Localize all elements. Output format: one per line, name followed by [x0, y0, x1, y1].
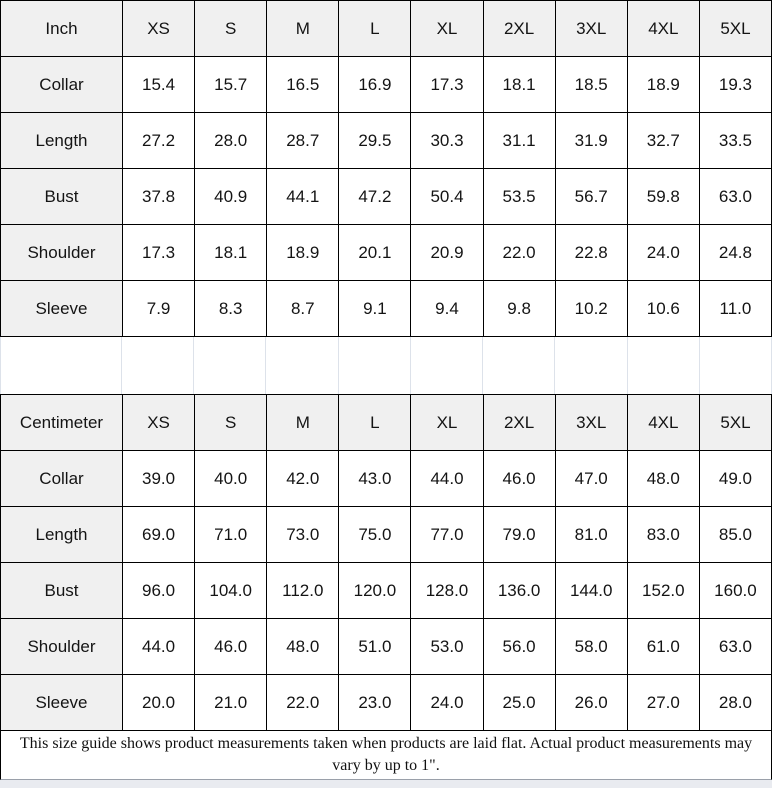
measurement-cell: 28.0 [195, 113, 267, 169]
measurement-cell: 56.0 [483, 619, 555, 675]
table-row [1, 281, 772, 337]
table-row [1, 507, 772, 563]
measurement-cell: 22.0 [483, 225, 555, 281]
row-label-cell: Length [1, 507, 123, 563]
size-table-inch [0, 0, 772, 337]
measurement-cell: 18.1 [195, 225, 267, 281]
measurement-cell: 24.0 [627, 225, 699, 281]
row-label-cell: Collar [1, 451, 123, 507]
measurement-cell: 43.0 [339, 451, 411, 507]
measurement-cell: 11.0 [699, 281, 771, 337]
measurement-cell: 48.0 [267, 619, 339, 675]
measurement-cell: 71.0 [195, 507, 267, 563]
unit-header-cell: Centimeter [1, 395, 123, 451]
measurement-cell: 27.2 [123, 113, 195, 169]
measurement-cell: 26.0 [555, 675, 627, 731]
size-header-cell: 4XL [627, 1, 699, 57]
measurement-cell: 63.0 [699, 169, 771, 225]
measurement-cell: 10.2 [555, 281, 627, 337]
measurement-cell: 81.0 [555, 507, 627, 563]
table-row [1, 169, 772, 225]
size-header-cell: 2XL [483, 1, 555, 57]
footer-note [0, 731, 772, 780]
size-table-centimeter [0, 394, 772, 731]
measurement-cell: 44.1 [267, 169, 339, 225]
measurement-cell: 18.5 [555, 57, 627, 113]
measurement-cell: 31.9 [555, 113, 627, 169]
measurement-cell: 44.0 [123, 619, 195, 675]
measurement-cell: 30.3 [411, 113, 483, 169]
size-header-cell: 4XL [627, 395, 699, 451]
table-row [1, 619, 772, 675]
measurement-cell: 25.0 [483, 675, 555, 731]
measurement-cell: 23.0 [339, 675, 411, 731]
footer-note-text: This size guide shows product measurements taken when products are laid flat. Actual product measurements may vary by up to 1". [19, 734, 753, 774]
size-header-cell: XS [123, 1, 195, 57]
measurement-cell: 33.5 [699, 113, 771, 169]
measurement-cell: 8.3 [195, 281, 267, 337]
measurement-cell: 18.9 [627, 57, 699, 113]
row-label-cell: Shoulder [1, 225, 123, 281]
measurement-cell: 58.0 [555, 619, 627, 675]
table-row [1, 675, 772, 731]
measurement-cell: 152.0 [627, 563, 699, 619]
size-header-cell: 5XL [699, 395, 771, 451]
table-gap-column [0, 337, 122, 394]
row-label-cell: Shoulder [1, 619, 123, 675]
measurement-cell: 29.5 [339, 113, 411, 169]
measurement-cell: 20.9 [411, 225, 483, 281]
measurement-cell: 128.0 [411, 563, 483, 619]
measurement-cell: 53.0 [411, 619, 483, 675]
row-label-cell: Bust [1, 169, 123, 225]
measurement-cell: 73.0 [267, 507, 339, 563]
size-header-cell: L [339, 1, 411, 57]
table-row [1, 225, 772, 281]
unit-header-cell: Inch [1, 1, 123, 57]
measurement-cell: 47.2 [339, 169, 411, 225]
measurement-cell: 160.0 [699, 563, 771, 619]
measurement-cell: 96.0 [123, 563, 195, 619]
measurement-cell: 69.0 [123, 507, 195, 563]
measurement-cell: 27.0 [627, 675, 699, 731]
measurement-cell: 46.0 [195, 619, 267, 675]
measurement-cell: 39.0 [123, 451, 195, 507]
measurement-cell: 44.0 [411, 451, 483, 507]
measurement-cell: 79.0 [483, 507, 555, 563]
size-header-cell: S [195, 1, 267, 57]
table-gap-column [555, 337, 627, 394]
measurement-cell: 40.9 [195, 169, 267, 225]
measurement-cell: 22.8 [555, 225, 627, 281]
row-label-cell: Bust [1, 563, 123, 619]
header-row [1, 395, 772, 451]
measurement-cell: 32.7 [627, 113, 699, 169]
measurement-cell: 24.8 [699, 225, 771, 281]
table-gap-column [700, 337, 772, 394]
measurement-cell: 22.0 [267, 675, 339, 731]
measurement-cell: 40.0 [195, 451, 267, 507]
size-header-cell: L [339, 395, 411, 451]
table-gap-column [628, 337, 700, 394]
row-label-cell: Sleeve [1, 675, 123, 731]
table-row [1, 563, 772, 619]
measurement-cell: 120.0 [339, 563, 411, 619]
measurement-cell: 18.9 [267, 225, 339, 281]
measurement-cell: 42.0 [267, 451, 339, 507]
measurement-cell: 17.3 [411, 57, 483, 113]
measurement-cell: 144.0 [555, 563, 627, 619]
size-header-cell: 3XL [555, 395, 627, 451]
measurement-cell: 48.0 [627, 451, 699, 507]
measurement-cell: 50.4 [411, 169, 483, 225]
measurement-cell: 75.0 [339, 507, 411, 563]
measurement-cell: 37.8 [123, 169, 195, 225]
bottom-strip [0, 780, 772, 788]
row-label-cell: Length [1, 113, 123, 169]
measurement-cell: 20.1 [339, 225, 411, 281]
measurement-cell: 9.4 [411, 281, 483, 337]
measurement-cell: 28.7 [267, 113, 339, 169]
measurement-cell: 28.0 [699, 675, 771, 731]
measurement-cell: 9.1 [339, 281, 411, 337]
size-header-cell: XL [411, 1, 483, 57]
measurement-cell: 9.8 [483, 281, 555, 337]
measurement-cell: 19.3 [699, 57, 771, 113]
measurement-cell: 20.0 [123, 675, 195, 731]
measurement-cell: 85.0 [699, 507, 771, 563]
measurement-cell: 59.8 [627, 169, 699, 225]
measurement-cell: 16.9 [339, 57, 411, 113]
size-header-cell: XS [123, 395, 195, 451]
table-gap-column [411, 337, 483, 394]
table-row [1, 113, 772, 169]
size-header-cell: 5XL [699, 1, 771, 57]
measurement-cell: 49.0 [699, 451, 771, 507]
table-gap-column [194, 337, 266, 394]
measurement-cell: 77.0 [411, 507, 483, 563]
measurement-cell: 8.7 [267, 281, 339, 337]
size-header-cell: M [267, 395, 339, 451]
measurement-cell: 51.0 [339, 619, 411, 675]
measurement-cell: 83.0 [627, 507, 699, 563]
size-header-cell: XL [411, 395, 483, 451]
row-label-cell: Collar [1, 57, 123, 113]
header-row [1, 1, 772, 57]
table-gap-column [122, 337, 194, 394]
size-header-cell: S [195, 395, 267, 451]
measurement-cell: 53.5 [483, 169, 555, 225]
measurement-cell: 56.7 [555, 169, 627, 225]
table-gap-column [339, 337, 411, 394]
measurement-cell: 18.1 [483, 57, 555, 113]
measurement-cell: 112.0 [267, 563, 339, 619]
table-row [1, 451, 772, 507]
measurement-cell: 10.6 [627, 281, 699, 337]
measurement-cell: 61.0 [627, 619, 699, 675]
measurement-cell: 31.1 [483, 113, 555, 169]
measurement-cell: 15.7 [195, 57, 267, 113]
measurement-cell: 63.0 [699, 619, 771, 675]
measurement-cell: 47.0 [555, 451, 627, 507]
table-row [1, 57, 772, 113]
size-header-cell: 3XL [555, 1, 627, 57]
measurement-cell: 46.0 [483, 451, 555, 507]
size-header-cell: M [267, 1, 339, 57]
row-label-cell: Sleeve [1, 281, 123, 337]
measurement-cell: 24.0 [411, 675, 483, 731]
table-gap-column [483, 337, 555, 394]
measurement-cell: 16.5 [267, 57, 339, 113]
measurement-cell: 136.0 [483, 563, 555, 619]
table-gap [0, 337, 772, 394]
measurement-cell: 7.9 [123, 281, 195, 337]
table-gap-column [266, 337, 338, 394]
measurement-cell: 17.3 [123, 225, 195, 281]
size-header-cell: 2XL [483, 395, 555, 451]
measurement-cell: 15.4 [123, 57, 195, 113]
measurement-cell: 21.0 [195, 675, 267, 731]
measurement-cell: 104.0 [195, 563, 267, 619]
